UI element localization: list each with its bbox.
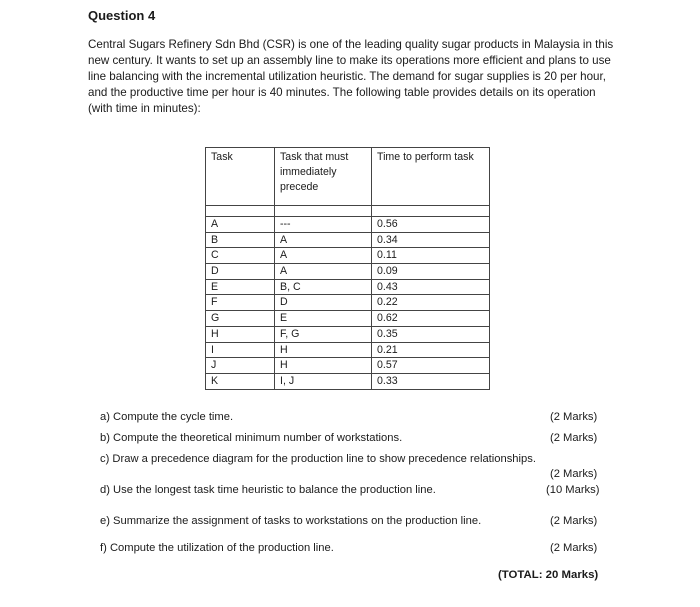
table-row <box>206 217 490 233</box>
cell-predecessor: I, J <box>275 373 372 389</box>
marks-d: (10 Marks) <box>546 484 600 496</box>
cell-time: 0.35 <box>372 326 490 342</box>
cell-predecessor: H <box>275 342 372 358</box>
cell-predecessor: E <box>275 311 372 327</box>
cell-task: A <box>206 217 275 233</box>
cell-time: 0.56 <box>372 217 490 233</box>
total-marks: (TOTAL: 20 Marks) <box>498 569 599 581</box>
cell-predecessor: H <box>275 358 372 374</box>
table-spacer-row <box>206 206 490 217</box>
table-row <box>206 264 490 280</box>
task-table <box>205 147 490 390</box>
question-intro: Central Sugars Refinery Sdn Bhd (CSR) is one of the leading quality sugar products in Malaysia in this new century. It wants to set up an assembly line to make its operations more efficient and plans to use line balancing with the incremental utilization heuristic. The demand for sugar supplies is 20 per hour, and the productive time per hour is 40 minutes. The following table provides details on its operation (with time in minutes): <box>88 38 614 115</box>
cell-time: 0.62 <box>372 311 490 327</box>
table-row <box>206 248 490 264</box>
cell-predecessor: --- <box>275 217 372 233</box>
table-row <box>206 358 490 374</box>
cell-predecessor: A <box>275 264 372 280</box>
cell-task: K <box>206 373 275 389</box>
table-row <box>206 342 490 358</box>
table-row <box>206 326 490 342</box>
question-heading: Question 4 <box>88 8 156 23</box>
header-predecessor: Task that must immediately precede <box>275 148 372 206</box>
marks-a: (2 Marks) <box>550 411 598 423</box>
marks-c: (2 Marks) <box>550 468 598 480</box>
cell-time: 0.33 <box>372 373 490 389</box>
header-task: Task <box>206 148 275 206</box>
marks-b: (2 Marks) <box>550 432 598 444</box>
cell-task: D <box>206 264 275 280</box>
cell-predecessor: A <box>275 248 372 264</box>
question-b: b) Compute the theoretical minimum number of workstations. <box>100 432 403 444</box>
table-row <box>206 295 490 311</box>
cell-predecessor: A <box>275 232 372 248</box>
cell-task: H <box>206 326 275 342</box>
question-a: a) Compute the cycle time. <box>100 411 234 423</box>
cell-time: 0.57 <box>372 358 490 374</box>
marks-e: (2 Marks) <box>550 515 598 527</box>
table-row <box>206 232 490 248</box>
cell-time: 0.43 <box>372 279 490 295</box>
cell-task: B <box>206 232 275 248</box>
cell-time: 0.22 <box>372 295 490 311</box>
cell-predecessor: D <box>275 295 372 311</box>
cell-predecessor: F, G <box>275 326 372 342</box>
cell-task: G <box>206 311 275 327</box>
table-row <box>206 311 490 327</box>
task-table-body <box>206 206 490 390</box>
cell-task: C <box>206 248 275 264</box>
cell-task: E <box>206 279 275 295</box>
cell-time: 0.34 <box>372 232 490 248</box>
cell-time: 0.11 <box>372 248 490 264</box>
header-time: Time to perform task <box>372 148 490 206</box>
cell-task: J <box>206 358 275 374</box>
table-header-row <box>206 148 490 206</box>
cell-time: 0.21 <box>372 342 490 358</box>
table-row <box>206 279 490 295</box>
cell-task: F <box>206 295 275 311</box>
marks-f: (2 Marks) <box>550 542 598 554</box>
cell-predecessor: B, C <box>275 279 372 295</box>
cell-time: 0.09 <box>372 264 490 280</box>
question-c: c) Draw a precedence diagram for the production line to show precedence relationships. <box>100 453 536 465</box>
table-row <box>206 373 490 389</box>
question-e: e) Summarize the assignment of tasks to workstations on the production line. <box>100 515 482 527</box>
question-f: f) Compute the utilization of the production line. <box>100 542 334 554</box>
question-d: d) Use the longest task time heuristic to balance the production line. <box>100 484 436 496</box>
cell-task: I <box>206 342 275 358</box>
